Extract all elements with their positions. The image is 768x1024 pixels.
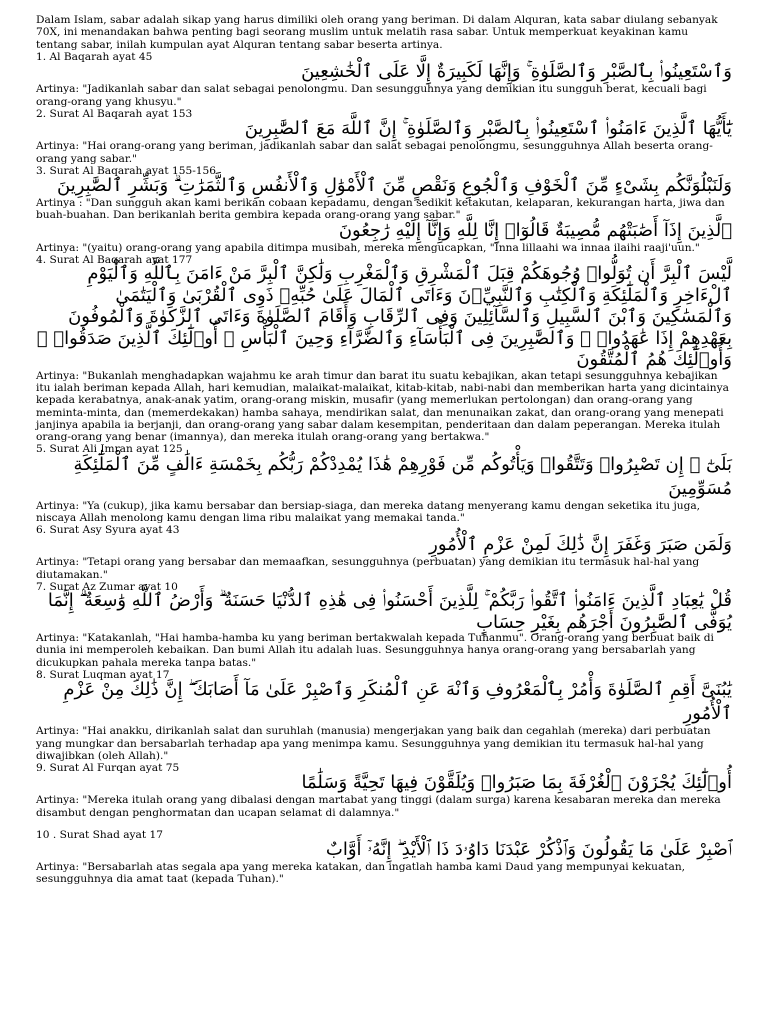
- verse-item: [36, 581, 732, 669]
- intro-paragraph: Dalam Islam, sabar adalah sikap yang harus dimiliki oleh orang yang beriman. Di dalam Alquran, kata sabar diulang sebanyak 70X, ini menandakan bahwa penting bagi seorang muslim untuk melatih rasa sabar. Untuk memperkuat keyakinan kamu tentang sabar, inilah kumpulan ayat Alquran tentang sabar beserta artinya.: [36, 14, 718, 51]
- verse-heading: 5. Surat Ali Imran ayat 125: [36, 443, 183, 456]
- arabic-verse: ٱصْبِرْ عَلَىٰ مَا يَقُولُونَ وَٱذْكُرْ عَبْدَنَا دَاوُۥدَ ذَا ٱلْأَيْدِ ۖ إِنَّهُۥٓ أَوَّابٌ: [325, 839, 732, 861]
- arabic-verse: وَٱسْتَعِينُوا۟ بِٱلصَّبْرِ وَٱلصَّلَوٰةِ ۚ وَإِنَّهَا لَكَبِيرَةٌ إِلَّا عَلَى ٱلْخَٰشِعِينَ: [301, 61, 732, 83]
- verse-heading: 8. Surat Luqman ayat 17: [36, 669, 170, 682]
- spacer: [36, 819, 732, 829]
- verse-heading: 1. Al Baqarah ayat 45: [36, 51, 153, 64]
- verse-heading: 7. Surat Az Zumar ayat 10: [36, 580, 178, 593]
- verse-heading: 6. Surat Asy Syura ayat 43: [36, 524, 180, 537]
- verse-translation: Artinya: "Mereka itulah orang yang dibalasi dengan martabat yang tinggi (dalam surga) karena kesabaran mereka dan mereka disambut dengan penghormatan dan ucapan selamat di dalamnya.": [36, 794, 721, 819]
- verse-item: [36, 443, 732, 524]
- verse-translation: Artinya: "Katakanlah, "Hai hamba-hamba ku yang beriman bertakwalah kepada Tuhanmu". Orang-orang yang berbuat baik di dunia ini memperoleh kebaikan. Dan bumi Allah itu adalah luas. Sesungguhnya hanya orang-orang yang bersabarlah yang dicukupkan pahala mereka tanpa batas.": [36, 632, 714, 669]
- verse-translation: Artinya: "Ya (cukup), jika kamu bersabar dan bersiap-siaga, dan mereka datang menyerang kamu dengan seketika itu juga, niscaya Allah menolong kamu dengan lima ribu malaikat yang memakai tanda.": [36, 499, 701, 524]
- verse-item: [36, 165, 732, 254]
- verse-heading: 10 . Surat Shad ayat 17: [36, 828, 163, 841]
- verse-item: [36, 524, 732, 581]
- verse-translation: Artinya: "Bersabarlah atas segala apa yang mereka katakan, dan ingatlah hamba kami Daud yang mempunyai kekuatan, sesungguhnya dia amat taat (kepada Tuhan).": [36, 861, 686, 886]
- arabic-verse: ٱلَّذِينَ إِذَآ أَصَٰبَتْهُم مُّصِيبَةٌ قَالُوٓا۟ إِنَّا لِلَّهِ وَإِنَّآ إِلَيْهِ رَٰجِعُونَ: [338, 219, 732, 241]
- verse-translation: Artinya: "Hai orang-orang yang beriman, jadikanlah sabar dan salat sebagai penolongmu, sesungguhnya Allah beserta orang-orang yang sabar.": [36, 140, 713, 165]
- verse-translation: Artinya: "Tetapi orang yang bersabar dan memaafkan, sesungguhnya (perbuatan) yang demikian itu termasuk hal-hal yang diutamakan.": [36, 556, 700, 581]
- verse-translation: Artinya : "Dan sungguh akan kami berikan cobaan kepadamu, dengan sedikit ketakutan, kelaparan, kekurangan harta, jiwa dan buah-buahan. Dan berikanlah berita gembira kepada orang-orang yang sabar.": [36, 197, 725, 222]
- verse-translation: Artinya: "Hai anakku, dirikanlah salat dan suruhlah (manusia) mengerjakan yang baik dan cegahlah (mereka) dari perbuatan yang mungkar dan bersabarlah terhadap apa yang menimpa kamu. Sesungguhnya yang demikian itu termasuk hal-hal yang diwajibkan (oleh Allah).": [36, 725, 711, 762]
- arabic-verse: قُلْ يَٰعِبَادِ ٱلَّذِينَ ءَامَنُوا۟ ٱتَّقُوا۟ رَبَّكُمْ ۚ لِلَّذِينَ أَحْسَنُوا۟ فِى هَٰذِهِ ٱلدُّنْيَا حَسَنَةٌ ۗ وَأَرْضُ ٱللَّهِ وَٰسِعَةٌ ۗ إِنَّمَا يُوَفَّى ٱلصَّٰبِرُونَ أَجْرَهُم بِغَيْرِ حِسَابٍ: [47, 590, 732, 633]
- verse-item: [36, 254, 732, 443]
- verse-item: [36, 762, 732, 819]
- verse-translation: Artinya: "(yaitu) orang-orang yang apabila ditimpa musibah, mereka mengucapkan, "Inna lillaahi wa innaa ilaihi raaji'uun.": [36, 241, 700, 254]
- arabic-verse: وَلَنَبْلُوَنَّكُم بِشَىْءٍ مِّنَ ٱلْخَوْفِ وَٱلْجُوعِ وَنَقْصٍ مِّنَ ٱلْأَمْوَٰلِ وَٱلْأَنفُسِ وَٱلثَّمَرَٰتِ ۗ وَبَشِّرِ ٱلصَّٰبِرِينَ: [57, 175, 732, 197]
- arabic-verse: لَّيْسَ ٱلْبِرَّ أَن تُوَلُّوا۟ وُجُوهَكُمْ قِبَلَ ٱلْمَشْرِقِ وَٱلْمَغْرِبِ وَلَٰكِنَّ ٱلْبِرَّ مَنْ ءَامَنَ بِٱللَّهِ وَٱلْيَوْمِ ٱلْءَاخِرِ وَٱلْمَلَٰٓئِكَةِ وَٱلْكِتَٰبِ وَٱلنَّبِيِّۦنَ وَءَاتَى ٱلْمَالَ عَلَىٰ حُبِّهِۦ ذَوِى ٱلْقُرْبَىٰ وَٱلْيَتَٰمَىٰ وَٱلْمَسَٰكِينَ وَٱبْنَ ٱلسَّبِيلِ وَٱلسَّآئِلِينَ وَفِى ٱلرِّقَابِ وَأَقَامَ ٱلصَّلَوٰةَ وَءَاتَى ٱلزَّكَوٰةَ وَٱلْمُوفُونَ بِعَهْدِهِمْ إِذَا عَٰهَدُوا۟ ۖ وَٱلصَّٰبِرِينَ فِى ٱلْبَأْسَآءِ وَٱلضَّرَّآءِ وَحِينَ ٱلْبَأْسِ ۗ أُو۟لَٰٓئِكَ ٱلَّذِينَ صَدَقُوا۟ ۖ وَأُو۟لَٰٓئِكَ هُمُ ٱلْمُتَّقُونَ: [36, 263, 732, 371]
- verse-heading: 2. Surat Al Baqarah ayat 153: [36, 108, 193, 121]
- verse-heading: 4. Surat Al Baqarah ayat 177: [36, 253, 193, 266]
- verse-item: [36, 669, 732, 762]
- arabic-verse: بَلَىٰٓ ۚ إِن تَصْبِرُوا۟ وَتَتَّقُوا۟ وَيَأْتُوكُم مِّن فَوْرِهِمْ هَٰذَا يُمْدِدْكُمْ رَبُّكُم بِخَمْسَةِ ءَالَٰفٍ مِّنَ ٱلْمَلَٰٓئِكَةِ مُسَوِّمِينَ: [73, 453, 732, 499]
- verse-item: [36, 108, 732, 165]
- arabic-verse: وَلَمَن صَبَرَ وَغَفَرَ إِنَّ ذَٰلِكَ لَمِنْ عَزْمِ ٱلْأُمُورِ: [429, 534, 732, 556]
- arabic-verse: يَٰبُنَىَّ أَقِمِ ٱلصَّلَوٰةَ وَأْمُرْ بِٱلْمَعْرُوفِ وَٱنْهَ عَنِ ٱلْمُنكَرِ وَٱصْبِرْ عَلَىٰ مَآ أَصَابَكَ ۖ إِنَّ ذَٰلِكَ مِنْ عَزْمِ ٱلْأُمُورِ: [63, 679, 732, 725]
- verse-heading: 9. Surat Al Furqan ayat 75: [36, 762, 180, 775]
- verse-translation: Artinya: "Jadikanlah sabar dan salat sebagai penolongmu. Dan sesungguhnya yang demikian itu sungguh berat, kecuali bagi orang-orang yang khusyu.": [36, 83, 707, 108]
- verse-translation: Artinya: "Bukanlah menghadapkan wajahmu ke arah timur dan barat itu suatu kebajikan, akan tetapi sesungguhnya kebajikan itu ialah beriman kepada Allah, hari kemudian, malaikat-malaikat, kitab-kitab, nabi-nabi dan memberikan harta yang dicintainya kepada kerabatnya, anak-anak yatim, orang-orang miskin, musafir (yang memerlukan pertolongan) dan orang-orang yang meminta-minta, dan (memerdekakan) hamba sahaya, mendirikan salat, dan menunaikan zakat, dan orang-orang yang menepati janjinya apabila ia berjanji, dan orang-orang yang sabar dalam kesempitan, penderitaan dan dalam peperangan. Mereka itulah orang-orang yang benar (imannya), dan mereka itulah orang-orang yang bertakwa.": [36, 369, 729, 444]
- verse-heading: 3. Surat Al Baqarah ayat 155-156: [36, 164, 216, 177]
- verse-item: [36, 829, 732, 886]
- arabic-verse: يَٰٓأَيُّهَا ٱلَّذِينَ ءَامَنُوا۟ ٱسْتَعِينُوا۟ بِٱلصَّبْرِ وَٱلصَّلَوٰةِ ۚ إِنَّ ٱللَّهَ مَعَ ٱلصَّٰبِرِينَ: [244, 118, 732, 140]
- arabic-verse: أُو۟لَٰٓئِكَ يُجْزَوْنَ ٱلْغُرْفَةَ بِمَا صَبَرُوا۟ وَيُلَقَّوْنَ فِيهَا تَحِيَّةً وَسَلَٰمًا: [301, 772, 732, 794]
- verse-item: [36, 51, 732, 108]
